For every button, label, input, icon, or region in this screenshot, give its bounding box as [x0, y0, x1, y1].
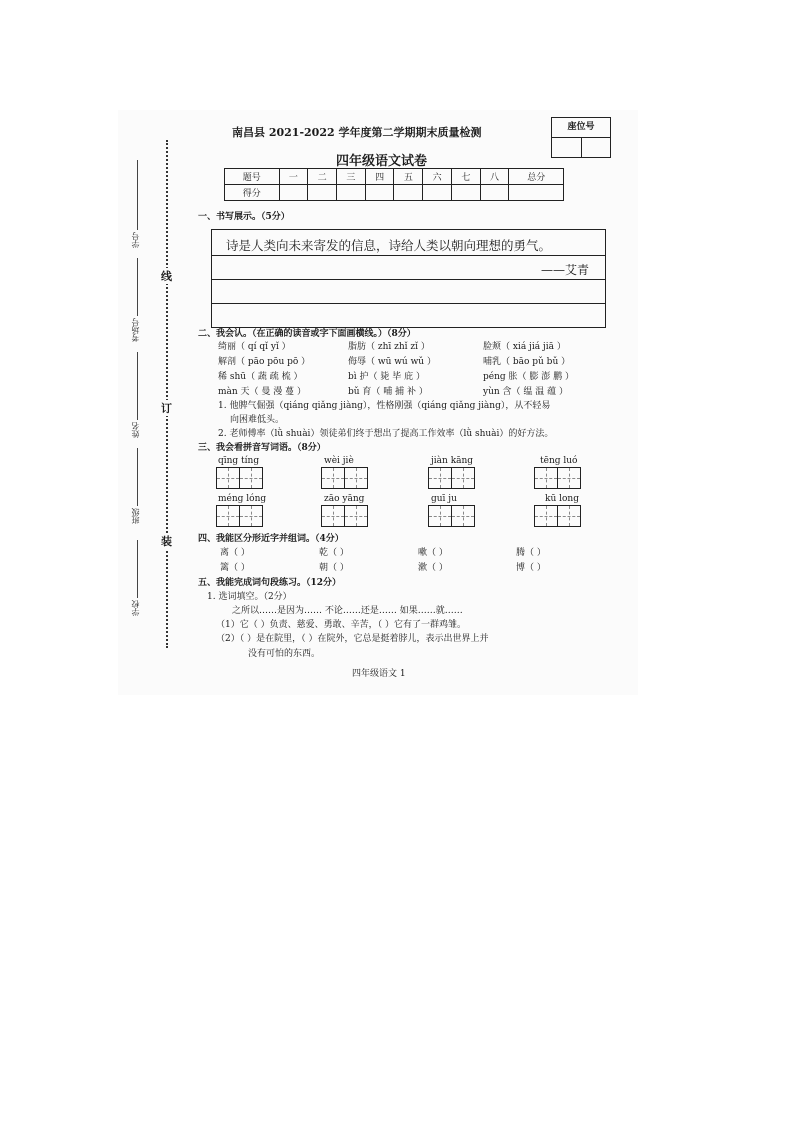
student-number-label: 学号: [131, 232, 140, 248]
list-item: yùn 含（ 缊 温 蕴 ）: [483, 387, 568, 397]
list-item: màn 天（ 曼 漫 蔓 ）: [218, 387, 307, 397]
score-table: [224, 168, 564, 201]
score-table-header-row: [225, 169, 564, 185]
table-cell: 总分: [509, 169, 564, 185]
table-cell: 六: [423, 169, 452, 185]
list-item: 漱（ ）: [418, 563, 448, 573]
char-grid[interactable]: [428, 467, 475, 489]
table-cell: 七: [451, 169, 480, 185]
school-line: [137, 540, 138, 598]
table-cell: 八: [480, 169, 509, 185]
sentence-2: 2. 老师傅率（lǜ shuài）领徒弟们终于想出了提高工作效率（lǜ shuài）的好方法。: [218, 429, 554, 439]
word-options: 之所以……是因为…… 不论……还是…… 如果……就……: [232, 606, 463, 616]
list-item: 解剖（ pāo pōu pō ）: [218, 357, 311, 367]
sentence-1: 1. 他脾气倔强（qiáng qiǎng jiàng），性格刚强（qiáng qiǎng jiàng），从不轻易: [218, 401, 551, 411]
pinyin-label: wèi jiè: [324, 456, 354, 466]
score-cell[interactable]: [279, 185, 308, 201]
score-cell[interactable]: [337, 185, 366, 201]
list-item: 哺乳（ bāo pǔ bǔ ）: [483, 357, 571, 367]
table-cell: 四: [365, 169, 394, 185]
list-item: bì 护（ 毙 毕 庇 ）: [348, 372, 425, 382]
pinyin-label: guī ju: [431, 494, 457, 504]
table-cell: 二: [308, 169, 337, 185]
score-cell[interactable]: [509, 185, 564, 201]
section4-heading: 四、我能区分形近字并组词。（4分）: [198, 534, 344, 544]
list-item: 腾（ ）: [516, 548, 546, 558]
name-line: [137, 352, 138, 420]
score-table-score-row: [225, 185, 564, 201]
list-item: 嗽（ ）: [418, 548, 448, 558]
list-item: bǔ 育（ 哺 捕 补 ）: [348, 387, 428, 397]
score-cell[interactable]: [394, 185, 423, 201]
list-item: 侮辱（ wū wú wǔ ）: [348, 357, 436, 367]
list-item: 脸颊（ xiá jiá jiā ）: [483, 342, 566, 352]
writing-box: [211, 229, 606, 328]
class-label: 班级: [131, 508, 140, 524]
score-cell[interactable]: [308, 185, 337, 201]
seal-mark-zhuang: 装: [161, 535, 172, 548]
pinyin-label: jiàn kāng: [431, 456, 474, 466]
table-cell: 一: [279, 169, 308, 185]
seal-mark-ding: 订: [161, 402, 172, 415]
table-cell: 五: [394, 169, 423, 185]
writing-quote: 诗是人类向未来寄发的信息，诗给人类以朝向理想的勇气。: [226, 238, 552, 253]
seal-mark-xian: 线: [161, 270, 172, 283]
score-cell[interactable]: [365, 185, 394, 201]
list-item: 博（ ）: [516, 563, 546, 573]
list-item: 绮丽（ qí qǐ yǐ ）: [218, 342, 291, 352]
fill-line-3: 没有可怕的东西。: [248, 649, 321, 659]
list-item: 脂肪（ zhī zhǐ zǐ ）: [348, 342, 430, 352]
exam-subtitle: 四年级语文试卷: [336, 154, 428, 169]
exam-title: 南昌县 2021-2022 学年度第二学期期末质量检测: [232, 126, 482, 139]
list-item: 乾（ ）: [319, 548, 349, 558]
list-item: 篱（ ）: [220, 563, 250, 573]
pinyin-label: zāo yāng: [324, 494, 365, 504]
section2-heading: 二、我会认。（在正确的读音或字下面画横线。）（8分）: [198, 329, 416, 339]
seat-number-label: 座位号: [567, 122, 595, 132]
exam-room-line: [137, 258, 138, 316]
writing-author: ——艾青: [540, 263, 589, 277]
list-item: péng 胀（ 膨 澎 鹏 ）: [483, 372, 574, 382]
fill-line-2: （2）（ ）是在院里，（ ）在院外，它总是挺着脖儿，表示出世界上并: [216, 634, 489, 644]
binding-dotted-line: [166, 140, 168, 648]
exam-room-label: 考场号: [131, 318, 140, 342]
char-grid[interactable]: [216, 505, 263, 527]
table-cell: 得分: [225, 185, 280, 201]
table-cell: 三: [337, 169, 366, 185]
page-footer: 四年级语文 1: [352, 669, 406, 679]
seat-number-box: [551, 117, 611, 158]
score-cell[interactable]: [423, 185, 452, 201]
question-1: 1. 选词填空。（2分）: [207, 592, 292, 602]
list-item: 离（ ）: [220, 548, 250, 558]
pinyin-label: tēng luó: [540, 456, 578, 466]
list-item: 朝（ ）: [319, 563, 349, 573]
char-grid[interactable]: [321, 505, 368, 527]
score-cell[interactable]: [451, 185, 480, 201]
sentence-1-cont: 向困难低头。: [230, 415, 285, 425]
pinyin-label: méng lóng: [218, 494, 267, 504]
school-label: 学校: [131, 600, 140, 616]
table-cell: 题号: [225, 169, 280, 185]
score-cell[interactable]: [480, 185, 509, 201]
section3-heading: 三、我会看拼音写词语。（8分）: [198, 443, 326, 453]
fill-line-1: （1）它（ ）负责、慈爱、勇敢、辛苦，（ ）它有了一群鸡雏。: [216, 620, 466, 630]
char-grid[interactable]: [534, 505, 581, 527]
char-grid[interactable]: [534, 467, 581, 489]
section1-heading: 一、书写展示。（5分）: [198, 212, 290, 222]
list-item: 稀 shū（ 蔬 疏 梳 ）: [218, 372, 303, 382]
char-grid[interactable]: [428, 505, 475, 527]
pinyin-label: kū long: [545, 494, 579, 504]
section5-heading: 五、我能完成词句段练习。（12分）: [198, 578, 342, 588]
pinyin-label: qīng tíng: [218, 456, 260, 466]
char-grid[interactable]: [216, 467, 263, 489]
class-line: [137, 448, 138, 506]
student-number-line: [137, 160, 138, 230]
name-label: 姓名: [131, 422, 140, 438]
char-grid[interactable]: [321, 467, 368, 489]
